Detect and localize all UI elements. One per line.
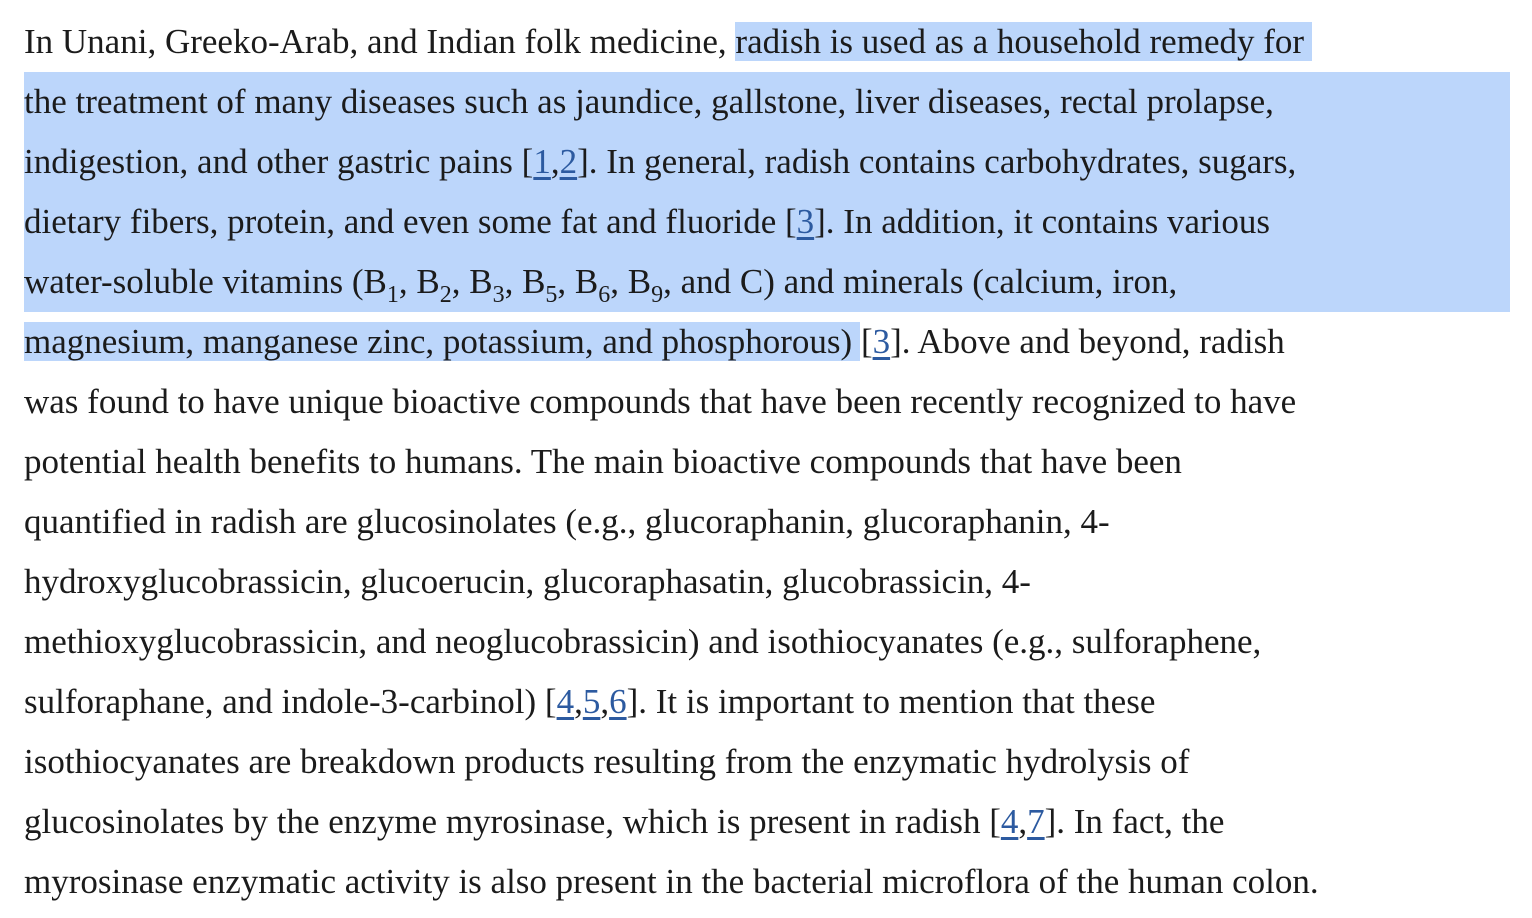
selected-text-line[interactable]: [24, 192, 1510, 252]
text-span: ]. Above and beyond, radish: [890, 322, 1285, 361]
text-span: water-soluble vitamins (B: [24, 262, 387, 301]
selected-text[interactable]: radish is used as a household remedy for: [735, 22, 1312, 61]
text-span: dietary fibers, protein, and even some fat and fluoride [: [24, 202, 797, 241]
citation-link[interactable]: 7: [1027, 802, 1045, 841]
selected-text[interactable]: the treatment of many diseases such as jaundice, gallstone, liver diseases, rectal prolapse,: [24, 72, 1510, 132]
citation-link[interactable]: 6: [609, 682, 627, 721]
text-span: In Unani, Greeko-Arab, and Indian folk medicine,: [24, 22, 736, 61]
subscript: 6: [598, 282, 611, 308]
text-line: [24, 132, 1514, 192]
text-span: sulforaphane, and indole-3-carbinol) [: [24, 682, 557, 721]
selected-text-line[interactable]: [24, 252, 1510, 312]
citation-link[interactable]: 4: [1000, 802, 1019, 841]
article-paragraph: [24, 12, 1514, 912]
text-line: [24, 672, 1514, 732]
citation-link[interactable]: 3: [796, 202, 815, 241]
subscript: 3: [492, 282, 505, 308]
text-line: myrosinase enzymatic activity is also present in the bacterial microflora of the human colon.: [24, 862, 1319, 901]
text-line: isothiocyanates are breakdown products resulting from the enzymatic hydrolysis of: [24, 742, 1190, 781]
citation-link[interactable]: 1: [533, 142, 551, 181]
subscript: 9: [651, 282, 664, 308]
ref-separator: ,: [574, 682, 583, 721]
text-span: ]. In general, radish contains carbohydrates, sugars,: [577, 142, 1297, 181]
citation-link[interactable]: 4: [556, 682, 575, 721]
text-line: [24, 792, 1514, 852]
text-span: , and C) and minerals (calcium, iron,: [663, 262, 1178, 301]
text-line: potential health benefits to humans. The main bioactive compounds that have been: [24, 442, 1182, 481]
text-span: , B: [610, 262, 652, 301]
citation-link[interactable]: 3: [872, 322, 891, 361]
selected-text[interactable]: magnesium, manganese zinc, potassium, and phosphorous): [24, 322, 860, 361]
text-line: [24, 12, 1514, 72]
text-span: , B: [504, 262, 546, 301]
text-span: [: [852, 322, 873, 361]
text-line: quantified in radish are glucosinolates (e.g., glucoraphanin, glucoraphanin, 4-: [24, 502, 1110, 541]
text-line: was found to have unique bioactive compounds that have been recently recognized to have: [24, 382, 1297, 421]
subscript: 1: [386, 282, 399, 308]
text-span: , B: [451, 262, 493, 301]
subscript: 2: [439, 282, 452, 308]
text-span: ]. In addition, it contains various: [814, 202, 1271, 241]
text-line: hydroxyglucobrassicin, glucoerucin, glucoraphasatin, glucobrassicin, 4-: [24, 562, 1031, 601]
selected-text-line[interactable]: [24, 132, 1510, 192]
ref-separator: ,: [550, 142, 560, 181]
ref-separator: ,: [1018, 802, 1028, 841]
text-line: methioxyglucobrassicin, and neoglucobrassicin) and isothiocyanates (e.g., sulforaphene,: [24, 622, 1262, 661]
subscript: 5: [545, 282, 558, 308]
text-span: ]. In fact, the: [1044, 802, 1225, 841]
text-span: , B: [557, 262, 599, 301]
citation-link[interactable]: 5: [582, 682, 601, 721]
text-line: [24, 192, 1514, 252]
text-span: ]. It is important to mention that these: [626, 682, 1156, 721]
text-line: [24, 72, 1514, 132]
ref-separator: ,: [600, 682, 610, 721]
text-span: glucosinolates by the enzyme myrosinase, which is present in radish [: [24, 802, 1001, 841]
text-line: [24, 252, 1514, 312]
text-span: , B: [398, 262, 440, 301]
text-line: [24, 312, 1514, 372]
citation-link[interactable]: 2: [559, 142, 578, 181]
text-span: indigestion, and other gastric pains [: [24, 142, 534, 181]
